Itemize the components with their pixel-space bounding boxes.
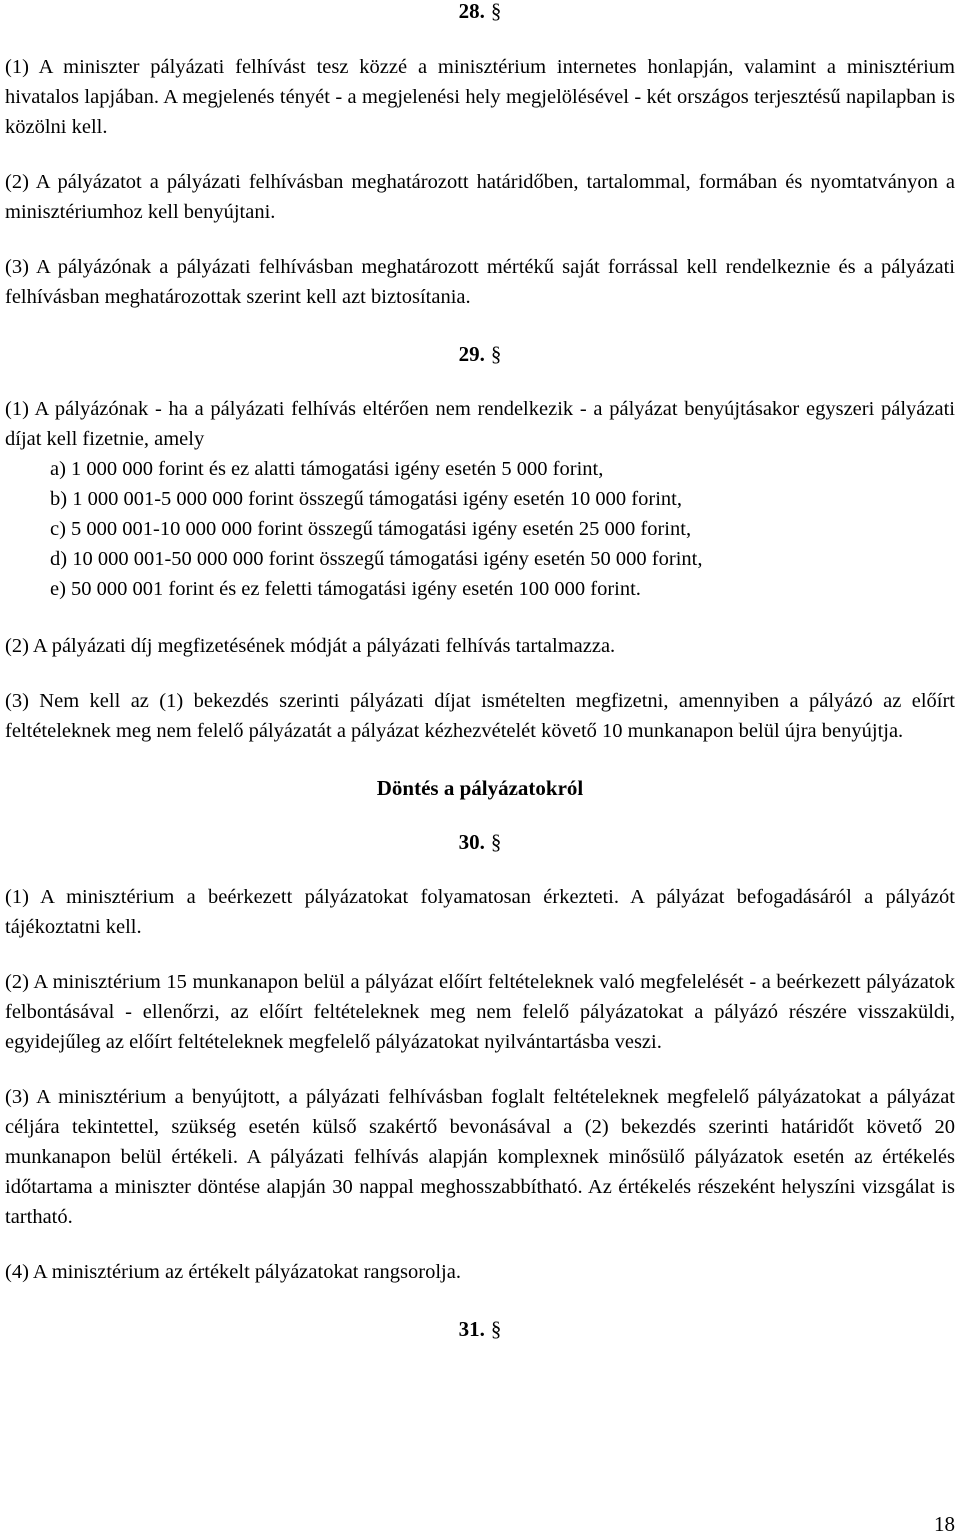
- list-item: a) 1 000 000 forint és ez alatti támogatási igény esetén 5 000 forint,: [50, 458, 604, 480]
- section-number: 30.: [458, 830, 485, 854]
- paragraph-28-3: (3) A pályázónak a pályázati felhívásban meghatározott mértékű saját forrással kell rendelkeznie és a pályázati felhívásban meghatározottak szerint kell azt biztosítania.: [5, 256, 955, 308]
- section-heading-28: [5, 0, 955, 26]
- paragraph-28-1: (1) A miniszter pályázati felhívást tesz közzé a minisztérium internetes honlapján, valamint a minisztérium hivatalos lapjában. A megjelenés tényét - a megjelenési hely megjelölésével - két országos terjesztésű napilapban is közölni kell.: [5, 56, 955, 138]
- paragraph-28-2: (2) A pályázatot a pályázati felhívásban meghatározott határidőben, tartalommal, formában és nyomtatványon a minisztériumhoz kell benyújtani.: [5, 171, 955, 223]
- section-symbol: §: [490, 342, 502, 366]
- paragraph-29-3: (3) Nem kell az (1) bekezdés szerinti pályázati díjat ismételten megfizetni, amennyiben a pályázó az előírt feltételeknek meg nem felelő pályázatát a pályázat kézhezvételét követő 10 munkanapon belül újra benyújtja.: [5, 690, 955, 742]
- paragraph-30-1: (1) A minisztérium a beérkezett pályázatokat folyamatosan érkezteti. A pályázat befogadásáról a pályázót tájékoztatni kell.: [5, 886, 955, 938]
- fee-list: [5, 454, 955, 604]
- section-heading-30: [5, 827, 955, 857]
- section-number: 28.: [458, 0, 485, 23]
- paragraph-30-3: (3) A minisztérium a benyújtott, a pályázati felhívásban foglalt feltételeknek megfelelő pályázatokat a pályázat céljára tekintettel, szükség esetén külső szakértő bevonásával a (2) bekezdés szerinti határidőt követő 20 munkanapon belül értékeli. A pályázati felhívás alapján komplexnek minősülő pályázatok esetén az értékelés időtartama a miniszter döntése alapján 30 nappal meghosszabbítható. Az értékelés részeként helyszíni vizsgálat is tartható.: [5, 1086, 955, 1228]
- list-item: b) 1 000 001-5 000 000 forint összegű támogatási igény esetén 10 000 forint,: [50, 488, 682, 510]
- section-symbol: §: [490, 830, 502, 854]
- chapter-heading: Döntés a pályázatokról: [376, 776, 584, 800]
- list-item: e) 50 000 001 forint és ez feletti támogatási igény esetén 100 000 forint.: [50, 578, 641, 600]
- section-heading-29: [5, 339, 955, 369]
- paragraph-29-1-intro: (1) A pályázónak - ha a pályázati felhívás eltérően nem rendelkezik - a pályázat benyújtásakor egyszeri pályázati díjat kell fizetnie, amely: [5, 398, 955, 450]
- list-item: d) 10 000 001-50 000 000 forint összegű támogatási igény esetén 50 000 forint,: [50, 548, 703, 570]
- section-number: 29.: [458, 342, 485, 366]
- paragraph-30-2: (2) A minisztérium 15 munkanapon belül a pályázat előírt feltételeknek való megfelelését - a beérkezett pályázatok felbontásával - ellenőrzi, az előírt feltételeknek meg nem felelő pályázatokat a pályázó részére visszaküldi, egyidejűleg az előírt feltételeknek megfelelő pályázatokat nyilvántartásba veszi.: [5, 971, 955, 1053]
- section-number: 31.: [458, 1317, 485, 1341]
- page-number: 18: [934, 1512, 955, 1536]
- paragraph-29-2: (2) A pályázati díj megfizetésének módját a pályázati felhívás tartalmazza.: [5, 635, 616, 657]
- section-symbol: §: [490, 1317, 502, 1341]
- section-symbol: §: [490, 0, 502, 23]
- section-heading-31: [5, 1314, 955, 1344]
- paragraph-30-4: (4) A minisztérium az értékelt pályázatokat rangsorolja.: [5, 1261, 461, 1283]
- document-page: [5, 0, 955, 1344]
- list-item: c) 5 000 001-10 000 000 forint összegű támogatási igény esetén 25 000 forint,: [50, 518, 692, 540]
